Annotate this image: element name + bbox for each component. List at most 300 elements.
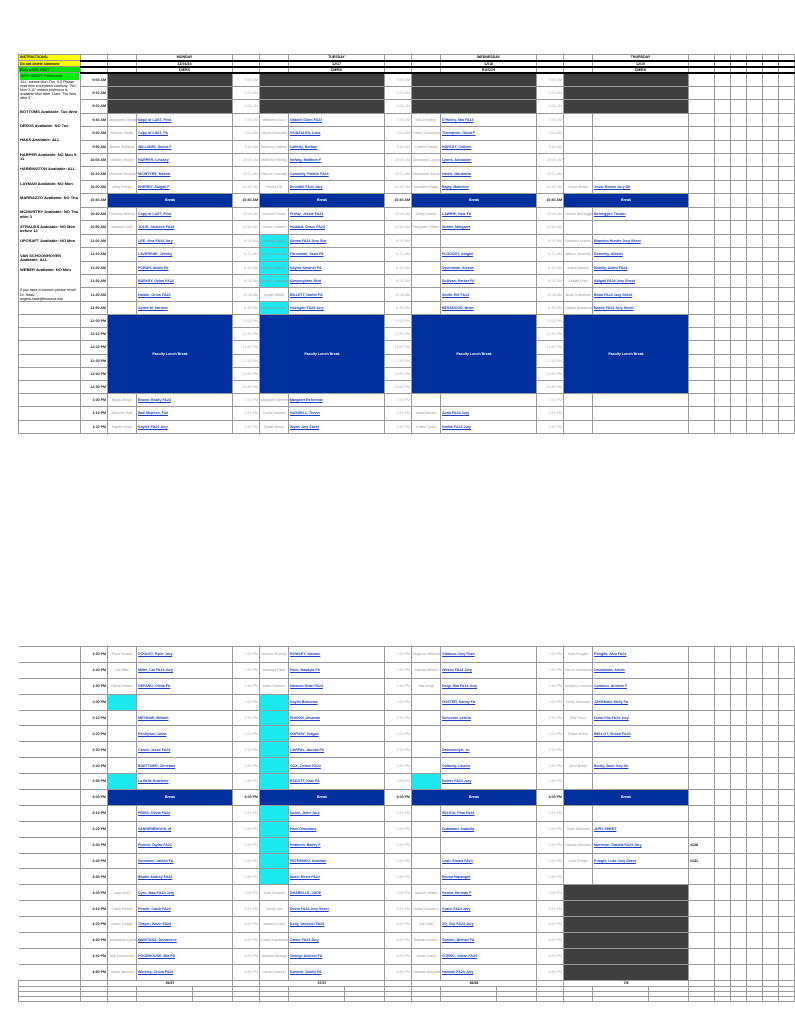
jury-sheet-link[interactable]: Kelly, Jackson FA24 — [289, 917, 385, 933]
empty-cell — [19, 394, 81, 407]
empty-cell — [779, 394, 795, 407]
day-header-room: ROSCH — [441, 67, 537, 73]
jury-sheet-link[interactable]: Umedovan, Alexis — [593, 662, 689, 678]
empty-cell — [779, 758, 795, 774]
empty-cell — [19, 917, 81, 933]
jury-sheet-link[interactable]: DUPHAY, Teagan — [289, 726, 385, 742]
time-slot: 9:50 AM — [233, 140, 260, 153]
empty-cell — [715, 917, 731, 933]
student-name: Matthew Helwig — [260, 154, 289, 167]
student-name: Mia Delgi — [412, 678, 441, 694]
jury-sheet-link[interactable]: Farrelman, Sean FA — [289, 248, 385, 261]
empty-cell — [763, 933, 779, 949]
break-block: Break — [108, 194, 233, 207]
time-slot: 3:10 PM — [233, 805, 260, 821]
jury-sheet-link[interactable]: Helma, Herman F — [441, 885, 537, 901]
note-cell — [689, 694, 715, 710]
jury-sheet-note: JURY SHEET: Follow instr. — [20, 73, 79, 79]
time-slot: 1:30 PM — [233, 647, 260, 663]
student-name: Johan Otero — [412, 948, 441, 964]
empty-cell — [747, 367, 763, 380]
time-slot: 3:30 PM — [81, 837, 108, 853]
student-name: Emma Hill — [260, 180, 289, 193]
student-name: Patrick Connolly — [260, 167, 289, 180]
jury-sheet-link[interactable]: PenDyson, Anna — [137, 726, 233, 742]
empty-cell — [747, 274, 763, 287]
jury-sheet-link[interactable]: Ayden M. Harrold — [137, 301, 233, 314]
student-name: Jude Dowiala — [260, 885, 289, 901]
unavailable-slot — [564, 100, 689, 113]
empty-cell — [715, 381, 731, 394]
note-cell — [689, 790, 715, 806]
jury-sheet-link[interactable]: DHARELLE, JUDE — [289, 885, 385, 901]
empty-cell — [715, 837, 731, 853]
time-slot: 10:40 AM — [81, 207, 108, 220]
jury-sheet-link[interactable]: Helwig, Matthew F — [289, 154, 385, 167]
time-slot: 3:40 PM — [81, 853, 108, 869]
jury-sheet-link[interactable]: COX, Colton FA24 — [289, 758, 385, 774]
jury-sheet-link[interactable]: Esther FA24 Jury — [441, 774, 537, 790]
jury-sheet-link[interactable]: Abigail FA24 Jury Sheet — [593, 274, 689, 287]
jury-sheet-link[interactable]: Wyatt Jury Sheet — [289, 420, 385, 433]
jury-sheet-link[interactable] — [593, 420, 689, 433]
jury-sheet-link[interactable]: Hardin, Orion FA24 — [137, 288, 233, 302]
jury-sheet-link[interactable]: Anna FA24 Jury — [441, 407, 537, 420]
jury-sheet-link[interactable]: Pealmen, Bailey F — [289, 837, 385, 853]
student-name — [412, 274, 441, 287]
jury-sheet-link[interactable]: ROWLEY, Noelani — [289, 647, 385, 663]
jury-sheet-link[interactable]: Seneckal, Leticia — [441, 710, 537, 726]
jury-sheet-link[interactable]: Leah, Emma FA24 — [441, 853, 537, 869]
jury-sheet-link[interactable]: JAKEMAN, Holly FA — [593, 694, 689, 710]
jury-sheet-link[interactable]: Thayer, Gavin FA24 — [137, 917, 233, 933]
jury-sheet-link[interactable]: CARPAL, Aurora FA — [289, 742, 385, 758]
time-slot: 3:20 PM — [81, 821, 108, 837]
jury-sheet-link[interactable] — [593, 167, 689, 180]
time-slot: 3:10 PM — [385, 805, 412, 821]
empty-cell — [747, 167, 763, 180]
jury-sheet-link[interactable]: Harmon Dean FA24 — [289, 678, 385, 694]
jury-sheet-link[interactable] — [593, 805, 689, 821]
break-block: Break — [412, 194, 537, 207]
faculty-availability: WEBER Available: NO Mon — [20, 266, 71, 272]
jury-sheet-link[interactable]: Morrison, Dakota FA24 Jury — [593, 837, 689, 853]
jury-sheet-link[interactable] — [441, 394, 537, 407]
empty-cell — [763, 288, 779, 302]
jury-sheet-link[interactable]: Kaitlin FA24 Jury — [441, 420, 537, 433]
jury-sheet-link[interactable]: Brown, Brady FA24 — [137, 394, 233, 407]
jury-sheet-link[interactable]: Guston, Bethan FA — [441, 933, 537, 949]
jury-sheet-link[interactable]: Ohlandy, Lauren — [441, 758, 537, 774]
jury-sheet-link[interactable]: Kaylin Beauvais — [289, 694, 385, 710]
time-slot: 2:40 PM — [385, 758, 412, 774]
empty-cell — [763, 996, 779, 1001]
jury-sheet-link[interactable]: EDISON, Amanda — [289, 710, 385, 726]
note-cell — [689, 917, 715, 933]
empty-cell — [747, 678, 763, 694]
student-name: Jenna Wenney — [108, 964, 137, 980]
student-name — [412, 301, 441, 314]
jury-sheet-link[interactable]: Shafer, Margaret — [441, 221, 537, 234]
unavailable-slot — [564, 917, 689, 933]
empty-cell — [779, 790, 795, 806]
time-slot: 12:30 PM — [233, 354, 260, 367]
jury-sheet-link[interactable]: Hoerigan FA24 Jury — [289, 301, 385, 314]
jury-sheet-link[interactable]: HARLEY, Colleen — [441, 140, 537, 153]
jury-sheet-link[interactable]: JURY SHEET — [593, 821, 689, 837]
jury-sheet-link[interactable]: Copy of LAST, FA — [137, 127, 233, 140]
student-name — [412, 774, 441, 790]
jury-sheet-link[interactable]: Bredy, Zach Jury Sh — [593, 758, 689, 774]
time-slot: 3:50 PM — [537, 869, 564, 885]
empty-cell — [689, 996, 715, 1001]
jury-sheet-link[interactable]: Holland, Grace FA24 — [289, 221, 385, 234]
student-name — [564, 420, 593, 433]
empty-cell — [763, 742, 779, 758]
jury-sheet-link[interactable]: BELLOT, Shiloh FA24 — [593, 726, 689, 742]
empty-cell — [731, 710, 747, 726]
student-name — [412, 726, 441, 742]
day-header-day: THURSDAY — [593, 55, 689, 61]
empty-cell — [779, 774, 795, 790]
empty-cell — [731, 86, 747, 99]
jury-sheet-link[interactable]: BUETTNER, Christian — [137, 758, 233, 774]
jury-sheet-link[interactable]: Pace Dimetakis — [289, 821, 385, 837]
jury-sheet-link[interactable]: Thompson, Olivia F — [441, 127, 537, 140]
time-slot: 12:00 PM — [385, 315, 412, 328]
jury-sheet-link[interactable]: Basile FA24 Jury Sheet — [593, 301, 689, 314]
student-name — [108, 853, 137, 869]
student-name — [564, 774, 593, 790]
jury-sheet-link[interactable]: Brashy, Adam FA24 — [593, 261, 689, 274]
jury-sheet-link[interactable]: Kaylee Kastner FA — [289, 261, 385, 274]
student-name: Mia D'Hulley — [412, 113, 441, 126]
jury-sheet-link[interactable]: Deiler, Jalen Jury — [289, 805, 385, 821]
jury-sheet-link[interactable]: MESHAW, William — [137, 710, 233, 726]
student-name — [412, 821, 441, 837]
empty-cell — [779, 234, 795, 247]
time-slot: 11:30 AM — [537, 274, 564, 287]
empty-cell — [715, 678, 731, 694]
jury-sheet-link[interactable]: SELKIA, Pina FA24 — [441, 805, 537, 821]
jury-sheet-link[interactable]: Dubbatari, Isabella — [441, 821, 537, 837]
jury-sheet-link[interactable]: BURLEY, Dylan FA24 — [137, 274, 233, 287]
jury-sheet-link[interactable]: Gabriel Dunn FA24 — [289, 113, 385, 126]
student-name: Jaan Dyer — [108, 885, 137, 901]
jury-sheet-link[interactable]: Grace FA24 Jury — [441, 901, 537, 917]
student-name: Jesse Brown — [564, 180, 593, 193]
empty-cell — [715, 154, 731, 167]
day-header-room: DIERS — [593, 67, 689, 73]
empty-cell — [779, 805, 795, 821]
jury-sheet-link[interactable]: Pickett, Taylor FA24 — [137, 837, 233, 853]
empty-cell — [763, 710, 779, 726]
jury-sheet-link[interactable]: Wilson FA24 Jury — [441, 662, 537, 678]
student-name: Carter Zandmore — [260, 933, 289, 949]
empty-cell — [747, 805, 763, 821]
jury-sheet-link[interactable]: HASKELL, Trevor — [289, 407, 385, 420]
student-name: Jackson Kelly — [260, 917, 289, 933]
time-slot: 4:00 PM — [233, 885, 260, 901]
jury-sheet-link[interactable]: DEFANO, Olivia FA — [137, 678, 233, 694]
jury-sheet-link[interactable]: Gibbons Jury Shee — [441, 647, 537, 663]
empty-cell — [19, 354, 81, 367]
jury-sheet-link[interactable]: GONZALES, Lena — [289, 127, 385, 140]
empty-cell — [715, 420, 731, 433]
jury-sheet-link[interactable]: Cunningham, Brid — [289, 274, 385, 287]
jury-sheet-link[interactable]: Hannah FA24 Jury — [441, 964, 537, 980]
empty-cell — [731, 328, 747, 341]
student-name: Mia Poorhouse — [108, 948, 137, 964]
unavailable-slot — [564, 948, 689, 964]
time-slot: 10:50 AM — [385, 221, 412, 234]
jury-sheet-link[interactable]: Basil, Elena FA24 — [289, 869, 385, 885]
jury-sheet-link[interactable]: Ball Stephen, Fall — [137, 407, 233, 420]
jury-sheet-link[interactable]: WILLIAMS, Sasha F — [137, 140, 233, 153]
jury-sheet-link[interactable]: BESANCON, Brian — [441, 301, 537, 314]
empty-cell — [689, 73, 715, 86]
time-slot: 9:00 AM — [537, 73, 564, 86]
jury-sheet-link[interactable]: JOLIE, Jackson FA24 — [137, 221, 233, 234]
day-header-room: DIERS — [137, 67, 233, 73]
jury-sheet-link[interactable] — [593, 154, 689, 167]
jury-sheet-link[interactable]: Donnelly, Allison — [593, 248, 689, 261]
student-name — [412, 742, 441, 758]
jury-sheet-link[interactable]: Connolly, Patrick FA24 — [289, 167, 385, 180]
jury-sheet-link[interactable] — [593, 742, 689, 758]
empty-cell — [747, 933, 763, 949]
empty-cell — [779, 742, 795, 758]
student-name: Gavin Thayer — [108, 917, 137, 933]
empty-cell — [763, 154, 779, 167]
jury-sheet-link[interactable]: Kaylee FA24 Jury — [137, 420, 233, 433]
jury-sheet-link[interactable]: Frantz, Jessie FA24 — [289, 207, 385, 220]
jury-sheet-link[interactable]: Sullivan, Parker FA — [441, 274, 537, 287]
jury-sheet-link[interactable]: Lafferty, Bethan — [289, 140, 385, 153]
jury-sheet-link[interactable]: ESCOTT, Kate FA — [289, 774, 385, 790]
student-name: Piper Dooley — [108, 647, 137, 663]
jury-sheet-link[interactable]: Emma FA24 Jury She — [289, 234, 385, 247]
time-slot: 10:30 AM — [537, 194, 564, 207]
empty-cell — [689, 167, 715, 180]
jury-sheet-link[interactable] — [593, 113, 689, 126]
jury-sheet-link[interactable]: La Belle Kutchner — [137, 774, 233, 790]
empty-cell — [731, 662, 747, 678]
jury-sheet-link[interactable]: Jesse Brown Jury Sh — [593, 180, 689, 193]
empty-cell — [747, 261, 763, 274]
jury-sheet-link[interactable] — [593, 394, 689, 407]
jury-sheet-link[interactable]: Sydenham, Alexan — [441, 261, 537, 274]
jury-sheet-link[interactable]: Wenney, Jenna FA24 — [137, 964, 233, 980]
empty-cell — [779, 694, 795, 710]
empty-cell — [747, 315, 763, 328]
jury-sheet-link[interactable]: Margaret Behrends — [289, 394, 385, 407]
student-name — [564, 394, 593, 407]
time-slot: 10:40 AM — [385, 207, 412, 220]
empty-cell — [763, 805, 779, 821]
jury-sheet-link[interactable]: Smith, Elli FA24 — [441, 288, 537, 302]
break-block: Break — [564, 790, 689, 806]
jury-sheet-link[interactable]: Harris, Marianela — [441, 167, 537, 180]
jury-sheet-link[interactable]: D'Hulley, Mia FA24 — [441, 113, 537, 126]
jury-sheet-link[interactable]: EmmHill FA24 Jury — [289, 180, 385, 193]
note-cell — [689, 869, 715, 885]
jury-sheet-link[interactable] — [593, 127, 689, 140]
empty-cell — [593, 996, 649, 1001]
jury-sheet-link[interactable]: Calvin, Jesse FA24 — [137, 742, 233, 758]
unavailable-slot — [564, 933, 689, 949]
empty-cell — [689, 367, 715, 380]
day-header-room: DIERS — [289, 67, 385, 73]
empty-cell — [715, 354, 731, 367]
empty-cell — [715, 710, 731, 726]
jury-sheet-link[interactable]: Brian FA24 Jury Sheet — [593, 288, 689, 302]
jury-sheet-link[interactable] — [593, 140, 689, 153]
jury-sheet-link[interactable]: Copy of LAST, First — [137, 113, 233, 126]
empty-cell — [689, 194, 715, 207]
empty-cell — [747, 248, 763, 261]
jury-sheet-link[interactable]: PETRENKO, Nurzhan — [289, 853, 385, 869]
jury-sheet-link[interactable]: Bernegger, Tristan — [593, 207, 689, 220]
time-slot: 12:10 PM — [537, 328, 564, 341]
student-name: Noelle Billett — [260, 288, 289, 302]
jury-sheet-link[interactable]: OTERO, Johan FA24 — [441, 948, 537, 964]
jury-sheet-link[interactable]: FLOODDY, Abigail — [441, 248, 537, 261]
student-name — [564, 869, 593, 885]
student-name — [108, 869, 137, 885]
empty-cell — [779, 821, 795, 837]
empty-cell — [731, 167, 747, 180]
empty-cell — [715, 194, 731, 207]
jury-sheet-link[interactable]: Copy of LAST, First — [137, 207, 233, 220]
empty-cell — [689, 113, 715, 126]
time-slot: 2:30 PM — [537, 742, 564, 758]
jury-sheet-link[interactable]: PRISS, Olivia FA24 — [137, 805, 233, 821]
note-cell — [689, 948, 715, 964]
jury-sheet-link[interactable]: Sentomer, Jaiden FA — [137, 853, 233, 869]
jury-sheet-link[interactable]: DUSTER, Danny FA — [441, 694, 537, 710]
jury-sheet-link[interactable]: POORHOUSE, Mia FA — [137, 948, 233, 964]
empty-cell — [731, 315, 747, 328]
empty-cell — [715, 821, 731, 837]
jury-sheet-link[interactable]: LEE, Vine FA24 Jury — [137, 234, 233, 247]
jury-sheet-link[interactable]: Powell, Caleb FA24 — [137, 901, 233, 917]
jury-sheet-link[interactable]: Dyer, Jaan FA24 Jury — [137, 885, 233, 901]
student-name: Makayla Pace — [260, 662, 289, 678]
jury-sheet-link[interactable]: Carter FA24 Jury — [289, 933, 385, 949]
time-slot: 1:00 PM — [537, 394, 564, 407]
jury-sheet-link[interactable]: Miller, Cai FA24 Jury — [137, 662, 233, 678]
jury-sheet-link[interactable]: Bhutin Audrey FA24 — [137, 869, 233, 885]
empty-cell — [779, 933, 795, 949]
jury-sheet-link[interactable] — [593, 221, 689, 234]
time-slot: 10:00 AM — [537, 154, 564, 167]
empty-cell — [731, 261, 747, 274]
jury-sheet-link[interactable]: SHERRY, Abigail F — [137, 180, 233, 193]
jury-sheet-link[interactable]: Lyons, Alexander — [441, 154, 537, 167]
empty-cell — [715, 996, 731, 1001]
empty-cell — [689, 341, 715, 354]
student-name: Jessica Frantz — [260, 207, 289, 220]
time-slot: 12:50 PM — [233, 381, 260, 394]
empty-cell — [385, 996, 412, 1001]
student-name: Stephen Ball — [108, 407, 137, 420]
student-name: Zach Bredy — [564, 758, 593, 774]
jury-sheet-link[interactable] — [441, 837, 537, 853]
jury-sheet-link[interactable] — [593, 774, 689, 790]
time-slot: 3:10 PM — [537, 805, 564, 821]
jury-sheet-link[interactable]: Bajay, Madeline — [441, 180, 537, 193]
jury-sheet-link[interactable]: Contoon, Andrew F — [593, 678, 689, 694]
empty-cell — [779, 678, 795, 694]
note-cell — [689, 805, 715, 821]
jury-sheet-link[interactable] — [593, 407, 689, 420]
student-name — [260, 758, 289, 774]
jury-sheet-link[interactable]: Kalestri, Daniel FA — [289, 964, 385, 980]
jury-sheet-link[interactable] — [441, 726, 537, 742]
jury-sheet-link[interactable]: LAVERGNE, Jeremy — [137, 248, 233, 261]
empty-cell — [747, 207, 763, 220]
jury-sheet-link[interactable] — [441, 234, 537, 247]
empty-cell — [731, 341, 747, 354]
time-slot: 9:40 AM — [537, 127, 564, 140]
student-name — [108, 837, 137, 853]
jury-sheet-link[interactable]: Brandon Hunter Jury Sheet — [593, 234, 689, 247]
empty-cell — [763, 127, 779, 140]
empty-cell — [689, 288, 715, 302]
empty-cell — [731, 100, 747, 113]
jury-sheet-link[interactable]: Pringle, Luke Jury Sheet — [593, 853, 689, 869]
jury-sheet-link[interactable]: BILLETT, Noelle FA — [289, 288, 385, 302]
jury-sheet-link[interactable]: ZG, Zoe FA24 Jury — [441, 917, 537, 933]
jury-sheet-link[interactable]: George Andrew FA — [289, 948, 385, 964]
jury-sheet-link[interactable]: Delgi, Mia FA24 Jury — [441, 678, 537, 694]
time-slot: 4:00 PM — [385, 885, 412, 901]
jury-sheet-link[interactable]: Devin FA24 Jury Sheet — [289, 901, 385, 917]
jury-sheet-link[interactable]: MCINTYRE, Meredi — [137, 167, 233, 180]
unavailable-slot — [564, 86, 689, 99]
empty-cell — [731, 407, 747, 420]
jury-sheet-link[interactable]: Emma Hapaught — [441, 869, 537, 885]
jury-sheet-link[interactable]: VANDERBROOK, M — [137, 821, 233, 837]
jury-sheet-link[interactable]: PORAH, Aidan FA — [137, 261, 233, 274]
student-name — [260, 694, 289, 710]
jury-sheet-link[interactable]: LAWRIE, Gale FA — [441, 207, 537, 220]
jury-sheet-link[interactable]: QUINTANA, Annaleene — [137, 933, 233, 949]
empty-cell — [441, 996, 497, 1001]
time-slot: 10:10 AM — [81, 167, 108, 180]
jury-sheet-link[interactable] — [593, 869, 689, 885]
jury-sheet-link[interactable] — [137, 694, 233, 710]
day-header-day: MONDAY — [137, 55, 233, 61]
time-slot: 4:20 PM — [385, 917, 412, 933]
break-block: Break — [412, 790, 537, 806]
jury-sheet-link[interactable]: Dunn Ella FA24 Jury — [593, 710, 689, 726]
empty-cell — [731, 207, 747, 220]
empty-cell — [19, 901, 81, 917]
time-slot: 11:50 AM — [233, 301, 260, 314]
jury-sheet-link[interactable]: Pongifa, Zara FA24 — [593, 647, 689, 663]
jury-sheet-link[interactable]: HARPER, Lindsey — [137, 154, 233, 167]
jury-sheet-link[interactable]: Pace, Makayla FA — [289, 662, 385, 678]
time-slot: 3:40 PM — [385, 853, 412, 869]
jury-sheet-link[interactable]: DOOLEY, Piper Jury — [137, 647, 233, 663]
empty-cell — [715, 964, 731, 980]
student-name: Grace Moodery — [412, 901, 441, 917]
jury-sheet-link[interactable]: Dannemeyer, Jo — [441, 742, 537, 758]
time-slot: 9:10 AM — [537, 86, 564, 99]
time-slot: 3:30 PM — [537, 837, 564, 853]
